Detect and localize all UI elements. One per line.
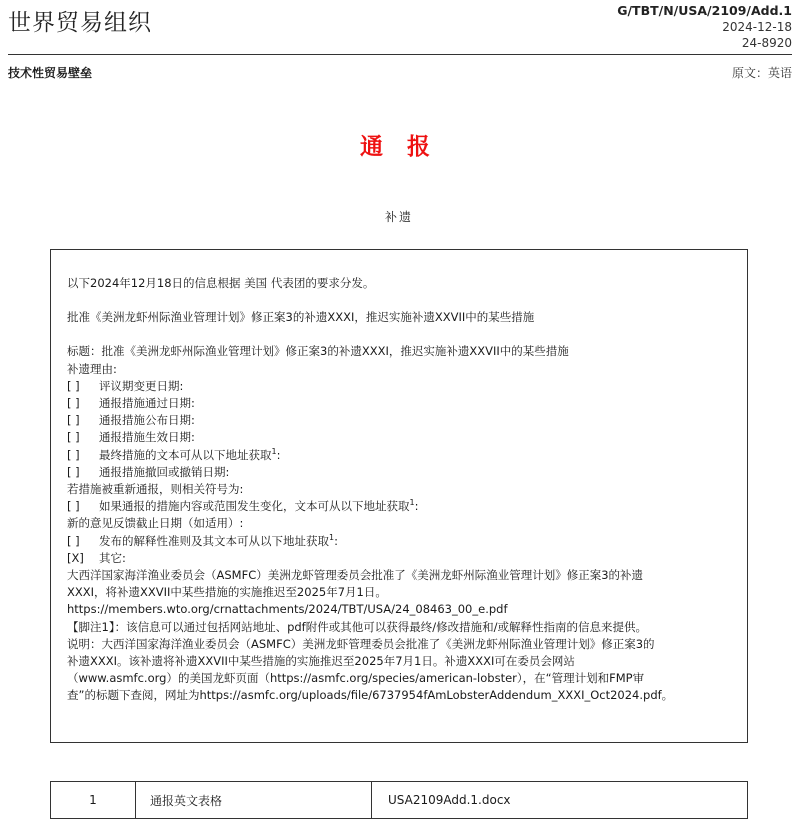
addendum-subtitle: 补遗 <box>384 210 413 224</box>
committee-name: 技术性贸易壁垒 <box>8 66 93 80</box>
checkbox-mark: [ ] <box>67 533 80 548</box>
document-symbol: G/TBT/N/USA/2109/Add.1 <box>617 3 792 18</box>
checklist-item <box>67 378 739 395</box>
checklist-label: 其它: <box>99 550 126 565</box>
checklist-label: 发布的解释性准则及其文本可从以下地址获取 <box>99 533 329 548</box>
title-line: 标题：批准《美洲龙虾州际渔业管理计划》修正案3的补遗XXXI，推迟实施补遗XXVII中的某些措施 <box>67 344 569 359</box>
notification-body <box>67 275 739 705</box>
checklist-item <box>67 395 739 412</box>
checklist-item <box>67 447 739 464</box>
note-line: 说明：大西洋国家海洋渔业委员会（ASMFC）美洲龙虾管理委员会批准了《美洲龙虾州际渔业管理计划》修正案3的 <box>67 636 655 651</box>
checkbox-mark: [ ] <box>67 464 80 479</box>
attachment-url[interactable]: https://members.wto.org/crnattachments/2024/TBT/USA/24_08463_00_e.pdf <box>67 602 508 617</box>
checklist-label: 通报措施生效日期: <box>99 430 195 445</box>
document-metadata <box>617 3 792 51</box>
original-language: 原文：英语 <box>731 66 792 80</box>
checkbox-mark: [ ] <box>67 430 80 445</box>
checkbox-mark: [ ] <box>67 378 80 393</box>
checklist-item <box>67 533 739 550</box>
summary-text: 批准《美洲龙虾州际渔业管理计划》修正案3的补遗XXXI，推迟实施补遗XXVII中的某些措施 <box>67 310 535 325</box>
label-suffix: : <box>414 499 419 514</box>
checkbox-mark: [X] <box>67 550 84 565</box>
notification-heading: 通 报 <box>359 134 438 160</box>
notification-content-box <box>50 249 748 743</box>
reason-intro: 补遗理由: <box>67 361 117 376</box>
checklist-item <box>67 464 739 481</box>
other-text-line: 大西洋国家海洋渔业委员会（ASMFC）美洲龙虾管理委员会批准了《美洲龙虾州际渔业管理计划》修正案3的补遗 <box>67 568 644 583</box>
checklist-item <box>67 429 739 446</box>
checklist-item <box>67 412 739 429</box>
checkbox-mark: [ ] <box>67 396 80 411</box>
attachment-description: 通报英文表格 <box>136 782 372 818</box>
document-date: 2024-12-18 <box>722 20 792 34</box>
note-line: 补遗XXXI。该补遗将补遗XXVII中某些措施的实施推迟至2025年7月1日。补遗XXXI可在委员会网站 <box>67 654 575 669</box>
checklist-item <box>67 550 739 567</box>
checklist-label: 评议期变更日期: <box>99 378 184 393</box>
checklist-label: 如果通报的措施内容或范围发生变化，文本可从以下地址获取 <box>99 499 410 514</box>
note-line: 查”的标题下查阅，网址为https://asmfc.org/uploads/file/6737954fAmLobsterAddendum_XXXI_Oct2024.pdf。 <box>67 688 674 703</box>
renotify-intro: 若措施被重新通报，则相关符号为: <box>67 482 244 497</box>
intro-text: 以下2024年12月18日的信息根据 美国 代表团的要求分发。 <box>67 276 375 290</box>
checklist-item <box>67 498 739 515</box>
deadline-line: 新的意见反馈截止日期（如适用）: <box>67 516 244 531</box>
checklist-label: 最终措施的文本可从以下地址获取 <box>99 447 272 462</box>
header-divider <box>8 54 792 55</box>
attachment-file-link[interactable]: USA2109Add.1.docx <box>388 793 511 807</box>
document-number: 24-8920 <box>741 36 792 50</box>
footnote-ref: 1 <box>409 498 415 508</box>
checklist-label: 通报措施通过日期: <box>99 396 195 411</box>
checkbox-mark: [ ] <box>67 413 80 428</box>
note-line: （www.asmfc.org）的美国龙虾页面（https://asmfc.org/species/american-lobster），在“管理计划和FMP审 <box>67 671 645 686</box>
checkbox-mark: [ ] <box>67 499 80 514</box>
attachment-table <box>50 781 748 819</box>
checkbox-mark: [ ] <box>67 447 80 462</box>
footnote-text: 【脚注1】：该信息可以通过包括网站地址、pdf附件或其他可以获得最终/修改措施和/或解释性指南的信息来提供。 <box>67 619 647 634</box>
org-title: 世界贸易组织 <box>8 10 152 36</box>
other-text-line: XXXI，将补遗XXVII中某些措施的实施推迟至2025年7月1日。 <box>67 585 387 600</box>
checklist-label: 通报措施公布日期: <box>99 413 195 428</box>
checklist-label: 通报措施撤回或撤销日期: <box>99 464 230 479</box>
label-suffix: : <box>276 447 281 462</box>
footnote-ref: 1 <box>271 446 277 456</box>
attachment-number: 1 <box>51 782 136 818</box>
footnote-ref: 1 <box>329 532 335 542</box>
label-suffix: : <box>334 533 338 548</box>
